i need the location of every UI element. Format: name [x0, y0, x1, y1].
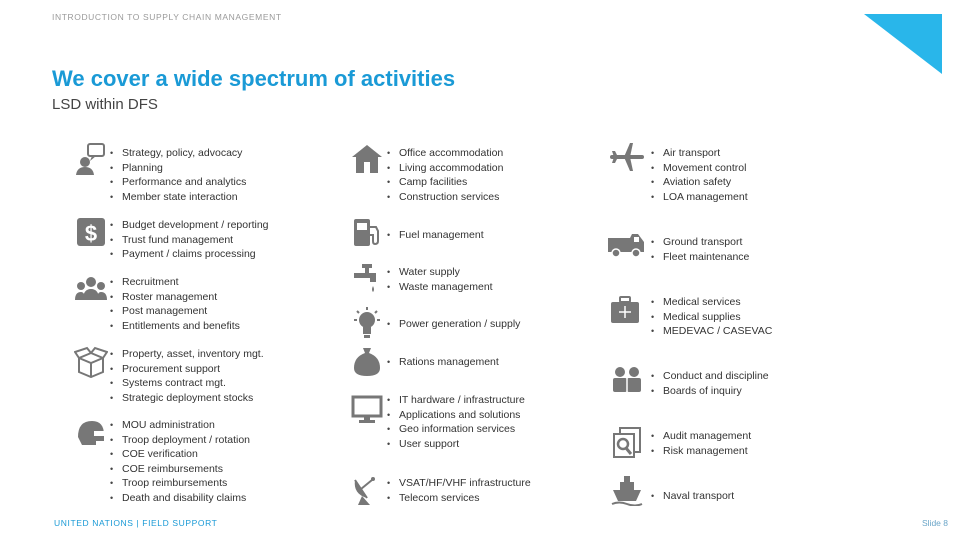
list-item: • Planning: [110, 161, 246, 176]
open-box-icon: [74, 344, 108, 378]
list-item: • Boards of inquiry: [651, 384, 769, 399]
dollar-sign-icon: [74, 215, 108, 249]
list-item: • Systems contract mgt.: [110, 376, 264, 391]
list-item: • Ground transport: [651, 235, 749, 250]
list-item: • Roster management: [110, 290, 240, 305]
medical-kit-icon: [608, 293, 642, 327]
list-item: • Medical services: [651, 295, 772, 310]
list-item: • IT hardware / infrastructure: [387, 393, 525, 408]
group-list: [651, 146, 748, 204]
list-item: • Conduct and discipline: [651, 369, 769, 384]
group-list: [387, 228, 484, 243]
audit-document-icon: [610, 425, 644, 459]
list-item: • Risk management: [651, 444, 751, 459]
list-item: • COE reimbursements: [110, 462, 250, 477]
list-item: • Post management: [110, 304, 240, 319]
rations-sack-icon: [350, 344, 384, 378]
speech-bubble-person-icon: [74, 142, 108, 176]
list-item: • Budget development / reporting: [110, 218, 269, 233]
group-list: [387, 146, 503, 204]
group-list: [110, 218, 269, 262]
computer-monitor-icon: [350, 392, 384, 426]
list-item: • Trust fund management: [110, 233, 269, 248]
list-item: • Troop reimbursements: [110, 476, 250, 491]
group-list: [387, 265, 493, 294]
list-item: • Payment / claims processing: [110, 247, 269, 262]
group-list: [651, 429, 751, 458]
water-tap-icon: [350, 262, 384, 296]
list-item: • Naval transport: [651, 489, 734, 504]
list-item: • LOA management: [651, 190, 748, 205]
list-item: • Office accommodation: [387, 146, 503, 161]
group-list: [110, 418, 250, 506]
list-item: • MOU administration: [110, 418, 250, 433]
list-item: • Waste management: [387, 280, 493, 295]
list-item: • Fleet maintenance: [651, 250, 749, 265]
list-item: • COE verification: [110, 447, 250, 462]
list-item: • Strategy, policy, advocacy: [110, 146, 246, 161]
group-list: [651, 489, 734, 504]
people-group-icon: [74, 272, 108, 306]
list-item: • Property, asset, inventory mgt.: [110, 347, 264, 362]
list-item: • MEDEVAC / CASEVAC: [651, 324, 772, 339]
group-list: [110, 347, 264, 405]
list-item: • Recruitment: [110, 275, 240, 290]
page-title: We cover a wide spectrum of activities: [52, 66, 456, 91]
fuel-pump-icon: [350, 215, 384, 249]
list-item: • Aviation safety: [651, 175, 748, 190]
list-item: • Death and disability claims: [110, 491, 250, 506]
group-list: [110, 275, 240, 333]
footer-organization: UNITED NATIONS | FIELD SUPPORT: [54, 518, 218, 528]
list-item: • VSAT/HF/VHF infrastructure: [387, 476, 531, 491]
list-item: • Member state interaction: [110, 190, 246, 205]
slide-number: Slide 8: [922, 518, 948, 528]
airplane-icon: [610, 140, 644, 174]
list-item: • Troop deployment / rotation: [110, 433, 250, 448]
list-item: • Camp facilities: [387, 175, 503, 190]
list-item: • Air transport: [651, 146, 748, 161]
ship-icon: [610, 472, 644, 506]
list-item: • Audit management: [651, 429, 751, 444]
people-discipline-icon: [610, 362, 644, 396]
list-item: • Applications and solutions: [387, 408, 525, 423]
group-list: [387, 317, 520, 332]
list-item: • Rations management: [387, 355, 499, 370]
group-list: [110, 146, 246, 204]
list-item: • Entitlements and benefits: [110, 319, 240, 334]
svg-text:$: $: [84, 221, 98, 246]
group-list: [651, 235, 749, 264]
house-icon: [350, 142, 384, 176]
corner-accent-icon: [864, 14, 942, 74]
list-item: • Performance and analytics: [110, 175, 246, 190]
helmet-icon: [74, 415, 108, 449]
list-item: • Living accommodation: [387, 161, 503, 176]
list-item: • Telecom services: [387, 491, 531, 506]
group-list: [387, 393, 525, 451]
list-item: • Procurement support: [110, 362, 264, 377]
list-item: • Movement control: [651, 161, 748, 176]
group-list: [387, 476, 531, 505]
truck-icon: [606, 228, 646, 262]
list-item: • Water supply: [387, 265, 493, 280]
group-list: [651, 295, 772, 339]
page-subtitle: LSD within DFS: [52, 96, 158, 113]
list-item: • Construction services: [387, 190, 503, 205]
satellite-dish-icon: [350, 472, 384, 506]
list-item: • Fuel management: [387, 228, 484, 243]
list-item: • Medical supplies: [651, 310, 772, 325]
group-list: [651, 369, 769, 398]
list-item: • Geo information services: [387, 422, 525, 437]
list-item: • User support: [387, 437, 525, 452]
slide-kicker: INTRODUCTION TO SUPPLY CHAIN MANAGEMENT: [52, 12, 282, 22]
list-item: • Strategic deployment stocks: [110, 391, 264, 406]
light-bulb-icon: [350, 306, 384, 340]
group-list: [387, 355, 499, 370]
list-item: • Power generation / supply: [387, 317, 520, 332]
